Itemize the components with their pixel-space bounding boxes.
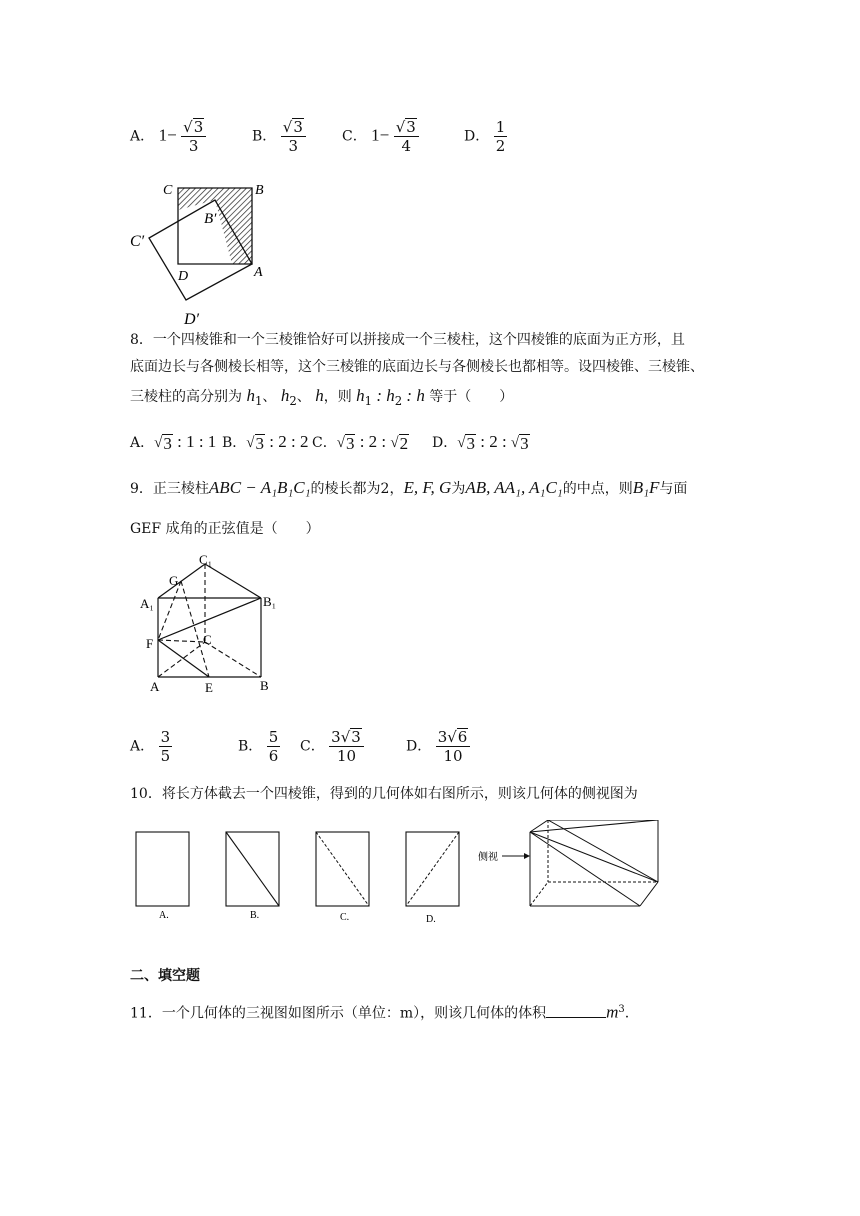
label-cp: C′ [130,233,145,250]
label-view-d: D. [426,914,436,925]
q7-option-d: D． $\frac{1}{2}$ [464,118,506,155]
view-a [136,832,189,906]
label-view-a: A. [159,910,169,921]
label-b: B [260,678,269,693]
label-g: G [169,573,179,588]
q8-option-d: D． √ 3 : 2 : √ 3 [432,432,529,453]
label-c: C [203,632,212,647]
label-view-b: B. [250,910,260,921]
answer-blank [546,1003,606,1018]
q7-option-c: C． 1− √ 3 4 [342,118,419,155]
label-b1: B₁ [263,594,277,609]
label-dp: D′ [184,311,200,328]
label-bp: B′ [204,211,217,227]
section-title: 二、填空题 [130,968,200,984]
q10-figures [130,820,670,936]
label-b: B [255,183,264,198]
label-f: F [146,636,154,651]
q10-text: 10．将长方体截去一个四棱锥，得到的几何体如右图所示，则该几何体的侧视图为 [130,786,638,802]
label-a1: A₁ [140,596,154,611]
q8-line1: 8．一个四棱锥和一个三棱锥恰好可以拼接成一个三棱柱，这个四棱锥的底面为正方形，且 [130,332,685,348]
label-view-c: C. [340,912,350,923]
q8-option-a: A． √ 3 : 1 : 1 [130,432,217,453]
q7-option-b: B． √ 3 3 [252,118,306,155]
label-d: D [178,269,189,284]
q9-option-a: A． $\frac{3}{5}$ [130,728,171,765]
q7-option-a: A． 1− √ 3 3 [130,118,206,155]
q9-option-d: D． 3 √ 6 10 [406,728,470,765]
q9-option-b: B． $\frac{5}{6}$ [238,728,279,765]
q9-option-c: C． 3 √ 3 10 [300,728,364,765]
arrow-icon [524,853,530,859]
q8-option-b: B． √ 3 : 2 : 2 [222,432,309,453]
label-c1: C₁ [199,552,213,567]
q9-figure [136,552,286,700]
label-e: E [205,680,213,695]
q7-figure [128,176,278,328]
label-a: A [150,679,160,694]
label-a: A [254,265,263,280]
q9-line2: GEF 成角的正弦值是（ ） [130,521,320,537]
q9-line1: 9．正三棱柱ABC − A₁B₁C₁的棱长都为2，E, F, G为AB, AA₁, A₁C₁的中点，则B₁F与面 [130,478,688,497]
q8-line3: 三棱柱的高分别为 $h_1$、 $h_2$、 h，则 $h_1$ : $h_2$ : h 等于（ ） [130,386,514,408]
q11-text: 11．一个几何体的三视图如图所示（单位：m），则该几何体的体积 $m^3$. [130,1002,630,1022]
q8-option-c: C． √ 3 : 2 : √ 2 [312,432,409,453]
q8-line2: 底面边长与各侧棱长相等，这个三棱锥的底面边长与各侧棱长也都相等。设四棱锥、三棱锥、 [130,359,704,375]
label-c: C [163,183,173,198]
side-view-label: 侧视 [478,852,498,863]
